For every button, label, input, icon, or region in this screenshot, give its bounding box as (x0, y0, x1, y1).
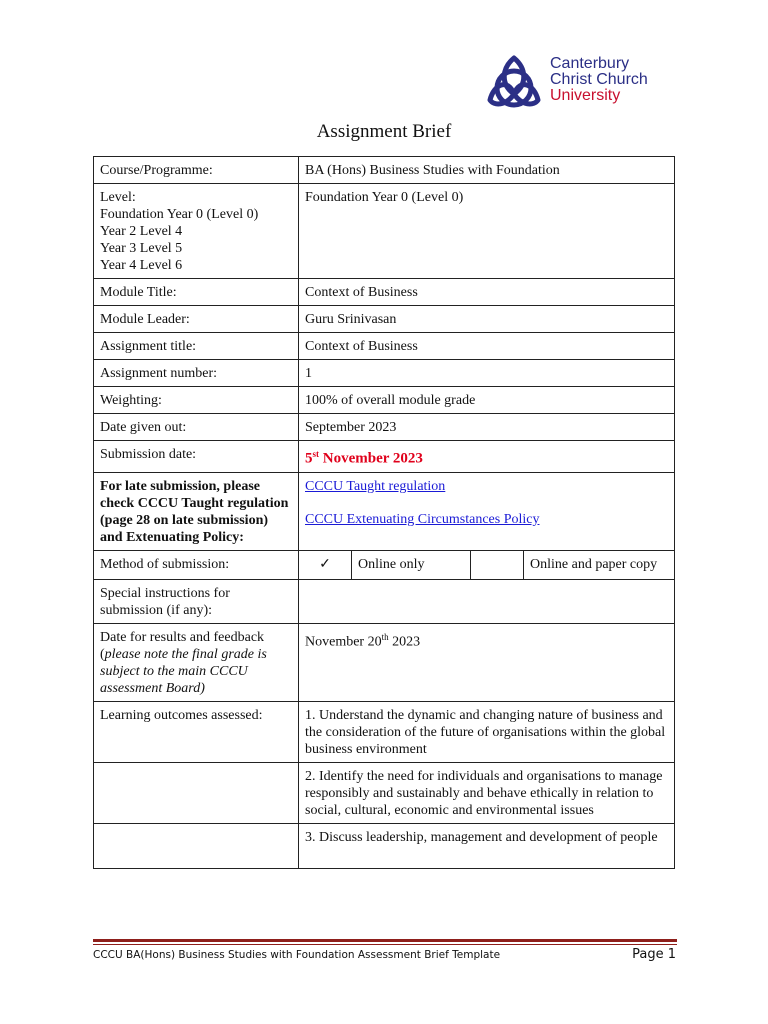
weighting-value: 100% of overall module grade (299, 387, 675, 414)
row-outcome-3 (94, 823, 675, 868)
row-special-instructions (94, 579, 675, 623)
online-paper-label: Online and paper copy (524, 551, 675, 579)
row-submission-date (94, 441, 675, 473)
level-label-line: Year 4 Level 6 (100, 258, 183, 273)
feedback-date-year: 2023 (388, 634, 421, 650)
row-method (94, 550, 675, 579)
assignment-number-label: Assignment number: (94, 360, 299, 387)
online-paper-checkbox[interactable] (471, 551, 524, 579)
feedback-label (94, 623, 299, 701)
level-value: Foundation Year 0 (Level 0) (299, 184, 675, 279)
learning-outcome-1: 1. Understand the dynamic and changing nature of business and the consideration of the future of organisations within the global business environment (299, 701, 675, 762)
row-module-leader (94, 306, 675, 333)
feedback-label-main: Date for results and feedback ( (100, 629, 265, 662)
logo-line-christ-church: Christ Church (550, 71, 648, 88)
assignment-title-label: Assignment title: (94, 333, 299, 360)
weighting-label: Weighting: (94, 387, 299, 414)
submission-date-value (299, 441, 675, 473)
course-label: Course/Programme: (94, 157, 299, 184)
special-instructions-value (299, 579, 675, 623)
module-title-value: Context of Business (299, 279, 675, 306)
row-assignment-title (94, 333, 675, 360)
method-options (299, 550, 675, 579)
row-late-submission (94, 472, 675, 550)
trinity-knot-icon (484, 54, 544, 110)
row-assignment-number (94, 360, 675, 387)
submission-date-day: 5 (305, 450, 313, 467)
late-submission-links (299, 472, 675, 550)
empty-label-cell (94, 823, 299, 868)
row-outcome-2 (94, 762, 675, 823)
online-only-label: Online only (352, 551, 471, 579)
course-value: BA (Hons) Business Studies with Foundation (299, 157, 675, 184)
submission-date-suffix: st (312, 449, 319, 459)
level-label-line: Foundation Year 0 (Level 0) (100, 207, 259, 222)
feedback-date-main: November 20 (305, 634, 382, 650)
taught-regulation-link[interactable]: CCCU Taught regulation (305, 478, 446, 494)
level-label (94, 184, 299, 279)
page-title: Assignment Brief (316, 121, 452, 142)
special-instructions-label: Special instructions for submission (if any): (94, 579, 299, 623)
feedback-label-note: please note the final grade is subject to the main CCCU assessment Board) (100, 646, 267, 696)
row-outcome-1 (94, 701, 675, 762)
logo-line-university: University (550, 87, 621, 104)
module-leader-value: Guru Srinivasan (299, 306, 675, 333)
university-logo (484, 50, 674, 112)
late-submission-label: For late submission, please check CCCU Taught regulation (page 28 on late submission) and Extenuating Policy: (94, 472, 299, 550)
footer-rule (93, 939, 677, 942)
assignment-brief-table (93, 156, 675, 869)
level-label-line: Year 2 Level 4 (100, 224, 183, 239)
footer-page-number: Page 1 (632, 947, 676, 962)
level-label-line: Year 3 Level 5 (100, 241, 183, 256)
footer-rule-thin (93, 944, 677, 945)
extenuating-policy-link[interactable]: CCCU Extenuating Circumstances Policy (305, 511, 540, 527)
row-course (94, 157, 675, 184)
learning-outcomes-label: Learning outcomes assessed: (94, 701, 299, 762)
method-label: Method of submission: (94, 550, 299, 579)
submission-date-label: Submission date: (94, 441, 299, 473)
feedback-date-suffix: th (381, 631, 389, 642)
row-level (94, 184, 675, 279)
empty-label-cell (94, 762, 299, 823)
date-given-label: Date given out: (94, 414, 299, 441)
row-date-given (94, 414, 675, 441)
level-label-line: Level: (100, 190, 136, 205)
row-feedback-date (94, 623, 675, 701)
logo-line-canterbury: Canterbury (550, 55, 630, 72)
date-given-value: September 2023 (299, 414, 675, 441)
feedback-date-value (299, 623, 675, 701)
row-module-title (94, 279, 675, 306)
submission-date-month-year: November 2023 (319, 450, 423, 467)
learning-outcome-2: 2. Identify the need for individuals and organisations to manage responsibly and sustainably and behave ethically in relation to social, cultural, economic and environmental issues (299, 762, 675, 823)
assignment-title-value: Context of Business (299, 333, 675, 360)
online-only-checkbox[interactable]: ✓ (319, 556, 331, 572)
assignment-number-value: 1 (299, 360, 675, 387)
module-leader-label: Module Leader: (94, 306, 299, 333)
footer-template-name: CCCU BA(Hons) Business Studies with Foundation Assessment Brief Template (93, 949, 501, 961)
learning-outcome-3: 3. Discuss leadership, management and development of people (299, 823, 675, 868)
module-title-label: Module Title: (94, 279, 299, 306)
row-weighting (94, 387, 675, 414)
